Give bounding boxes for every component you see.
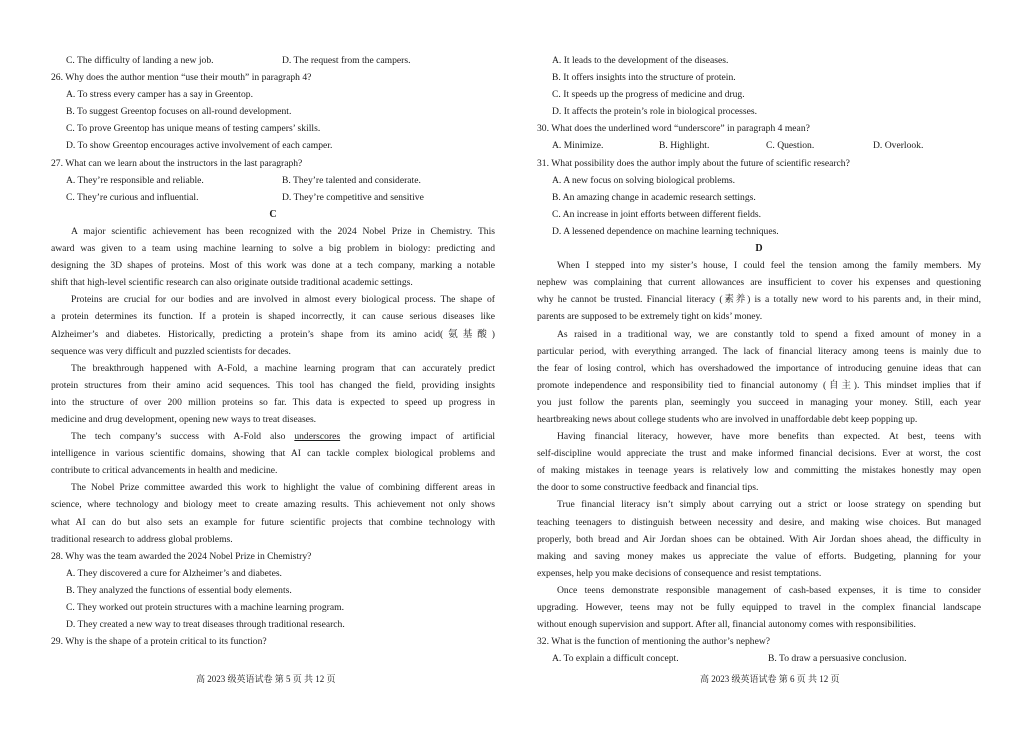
option-row	[51, 172, 495, 189]
passage-line: nephew was complaining that current allowances are insufficient to cover his expenses and questioning	[537, 277, 981, 289]
option-row	[51, 52, 495, 69]
option-text: D. They’re competitive and sensitive	[282, 191, 424, 203]
passage-line: without enough supervision and support. After all, financial autonomy comes with responsibilities.	[537, 619, 916, 631]
passage-line: making and saving money makes us appreciate the value of efforts. Budgeting, planning for your	[537, 550, 981, 562]
option-text: A. They’re responsible and reliable.	[66, 174, 204, 186]
option-text: D. Overlook.	[873, 140, 924, 152]
passage-line: particular period, with everything arranged. The lack of financial literacy among teens is mainly due to	[537, 345, 981, 357]
passage-text: The tech company’s success with A-Fold also	[71, 431, 295, 443]
right-column	[537, 52, 981, 667]
passage-line: Having financial literacy, however, have more benefits than expected. At best, teens with	[557, 431, 981, 443]
option-row	[51, 189, 495, 206]
underlined-word: underscores	[294, 431, 341, 443]
option-text: B. To draw a persuasive conclusion.	[768, 653, 907, 665]
passage-line: intelligence in various scientific domains, showing that AI can tackle complex biological problems and	[51, 448, 495, 460]
passage-line: shift that high-level scientific research can also originate outside traditional academic settings.	[51, 277, 413, 289]
passage-line: Once teens demonstrate responsible management of cash-based expenses, it is time to consider	[557, 584, 981, 596]
answer-option: D. It affects the protein’s role in biological processes.	[552, 106, 757, 118]
passage-line	[51, 428, 495, 445]
passage-line: True financial literacy isn’t simply about carrying out a strict or loose strategy on spending but	[557, 499, 981, 511]
passage-line: The Nobel Prize committee awarded this work to highlight the value of combining different areas in	[71, 482, 495, 494]
passage-line: expenses, help you make decisions of consequence and resist temptations.	[537, 567, 822, 579]
passage-line: medicine and drug development, opening new ways to treat diseases.	[51, 413, 317, 425]
answer-option: A. To stress every camper has a say in Greentop.	[66, 89, 253, 101]
answer-option: B. An amazing change in academic research settings.	[552, 191, 756, 203]
passage-text: the growing impact of artificial	[340, 431, 496, 443]
right-page-footer: 高 2023 级英语试卷 第 6 页 共 12 页	[700, 674, 840, 684]
answer-option: D. A lessened dependence on machine learning techniques.	[552, 225, 779, 237]
question-stem: 26. Why does the author mention “use their mouth” in paragraph 4?	[51, 72, 312, 84]
option-text: B. Highlight.	[659, 140, 710, 152]
passage-line: why he cannot be trusted. Financial literacy (素养) is a totally new word to his parents and, in their mind,	[537, 294, 981, 306]
answer-option: A. A new focus on solving biological problems.	[552, 174, 736, 186]
answer-option: D. They created a new way to treat diseases through traditional research.	[66, 619, 345, 631]
left-page-footer: 高 2023 级英语试卷 第 5 页 共 12 页	[196, 674, 336, 684]
passage-line: a protein determines its function. If a protein is shaped incorrectly, it can cause serious diseases like	[51, 311, 495, 323]
answer-option: A. They discovered a cure for Alzheimer’s and diabetes.	[66, 567, 282, 579]
passage-line: heartbreaking news about college students who are involved in unaffordable debt keep popping up.	[537, 413, 918, 425]
question-stem: 31. What possibility does the author imply about the future of scientific research?	[537, 157, 850, 169]
option-text: D. The request from the campers.	[282, 55, 411, 66]
question-stem: 30. What does the underlined word “underscore” in paragraph 4 mean?	[537, 123, 810, 135]
question-stem: 29. Why is the shape of a protein critical to its function?	[51, 636, 267, 648]
question-stem: 32. What is the function of mentioning the author’s nephew?	[537, 636, 771, 648]
passage-line: the fear of losing control, which has overshadowed the importance of introducing genuine ideas that can	[537, 362, 981, 374]
passage-line: teaching teenagers to distinguish between necessity and desire, and making wise choices. But managed	[537, 516, 981, 528]
passage-line: award was given to a team using machine learning to solve a big problem in biology: predicting and	[51, 243, 495, 255]
passage-line: of making mistakes in teenage years is relatively low and committing the mistakes honestly may open	[537, 465, 981, 477]
passage-line: The breakthrough happened with A-Fold, a machine learning program that can accurately predict	[71, 362, 495, 374]
passage-line: properly, both bread and Air Jordan shoes can be obtained. With Air Jordan shoes ahead, the difficulty in	[537, 533, 981, 545]
passage-line: Alzheimer’s and diabetes. Historically, predicting a protein’s shape from its amino acid(氨基酸)	[51, 328, 495, 340]
option-text: C. They’re curious and influential.	[66, 191, 199, 203]
answer-option: B. To suggest Greentop focuses on all-round development.	[66, 106, 292, 118]
option-row	[537, 137, 981, 154]
question-stem: 27. What can we learn about the instructors in the last paragraph?	[51, 157, 303, 169]
passage-line: Proteins are crucial for our bodies and are involved in almost every biological process. The shape of	[71, 294, 495, 306]
passage-line: When I stepped into my sister’s house, I could feel the tension among the family members. My	[557, 260, 981, 272]
passage-line: into the structure of over 200 million proteins so far. This data is expected to speed up progress in	[51, 396, 495, 408]
answer-option: C. They worked out protein structures with a machine learning program.	[66, 602, 344, 613]
passage-line: the door to some constructive feedback and financial tips.	[537, 482, 759, 494]
passage-line: parents are supposed to be extremely tight on kids’ money.	[537, 311, 763, 323]
answer-option: C. It speeds up the progress of medicine and drug.	[552, 89, 745, 101]
answer-option: B. It offers insights into the structure of protein.	[552, 72, 736, 84]
left-column	[51, 52, 495, 650]
passage-line: As raised in a traditional way, we are constantly told to spend a fixed amount of money in a	[557, 328, 981, 340]
answer-option: B. They analyzed the functions of essential body elements.	[66, 584, 292, 596]
passage-heading: D	[755, 243, 763, 255]
passage-line: promote independence and responsibility tied to financial autonomy (自主). This mindset implies that if	[537, 379, 981, 391]
answer-option: A. It leads to the development of the diseases.	[552, 55, 729, 66]
option-text: A. Minimize.	[552, 140, 604, 152]
passage-heading: C	[269, 208, 277, 220]
option-text: C. Question.	[766, 140, 815, 152]
passage-line: contribute to critical advancements in health and medicine.	[51, 465, 278, 477]
passage-line: self-discipline would appreciate the trust and make informed financial decisions. Ever at worst, the cost	[537, 448, 981, 460]
question-stem: 28. Why was the team awarded the 2024 Nobel Prize in Chemistry?	[51, 550, 312, 562]
passage-line: protein structures from their amino acid sequences. This tool has changed the field, providing insights	[51, 379, 495, 391]
option-text: B. They’re talented and considerate.	[282, 174, 421, 186]
passage-line: A major scientific achievement has been recognized with the 2024 Nobel Prize in Chemistry. This	[71, 225, 495, 237]
passage-line: upgrading. However, teens may not be fully equipped to travel in the complex financial landscape	[537, 602, 981, 613]
answer-option: D. To show Greentop encourages active involvement of each camper.	[66, 140, 333, 152]
passage-line: what AI can do but also sets an example for future scientific projects that combine technology with	[51, 516, 495, 528]
passage-line: you just follow the parents plan, seemingly you succeed in managing your money. Still, each year	[537, 396, 981, 408]
option-text: A. To explain a difficult concept.	[552, 653, 679, 665]
answer-option: C. To prove Greentop has unique means of testing campers’ skills.	[66, 123, 321, 135]
answer-option: C. An increase in joint efforts between different fields.	[552, 208, 762, 220]
passage-line: sequence was very difficult and puzzled scientists for decades.	[51, 345, 291, 357]
passage-line: science, where technology and biology meet to create amazing results. This achievement not only shows	[51, 499, 495, 511]
passage-line: designing the 3D shapes of proteins. Most of this work was done at a tech company, marking a notable	[51, 260, 495, 272]
passage-line: traditional research to address global problems.	[51, 533, 233, 545]
option-text: C. The difficulty of landing a new job.	[66, 55, 214, 66]
option-row	[537, 650, 981, 667]
